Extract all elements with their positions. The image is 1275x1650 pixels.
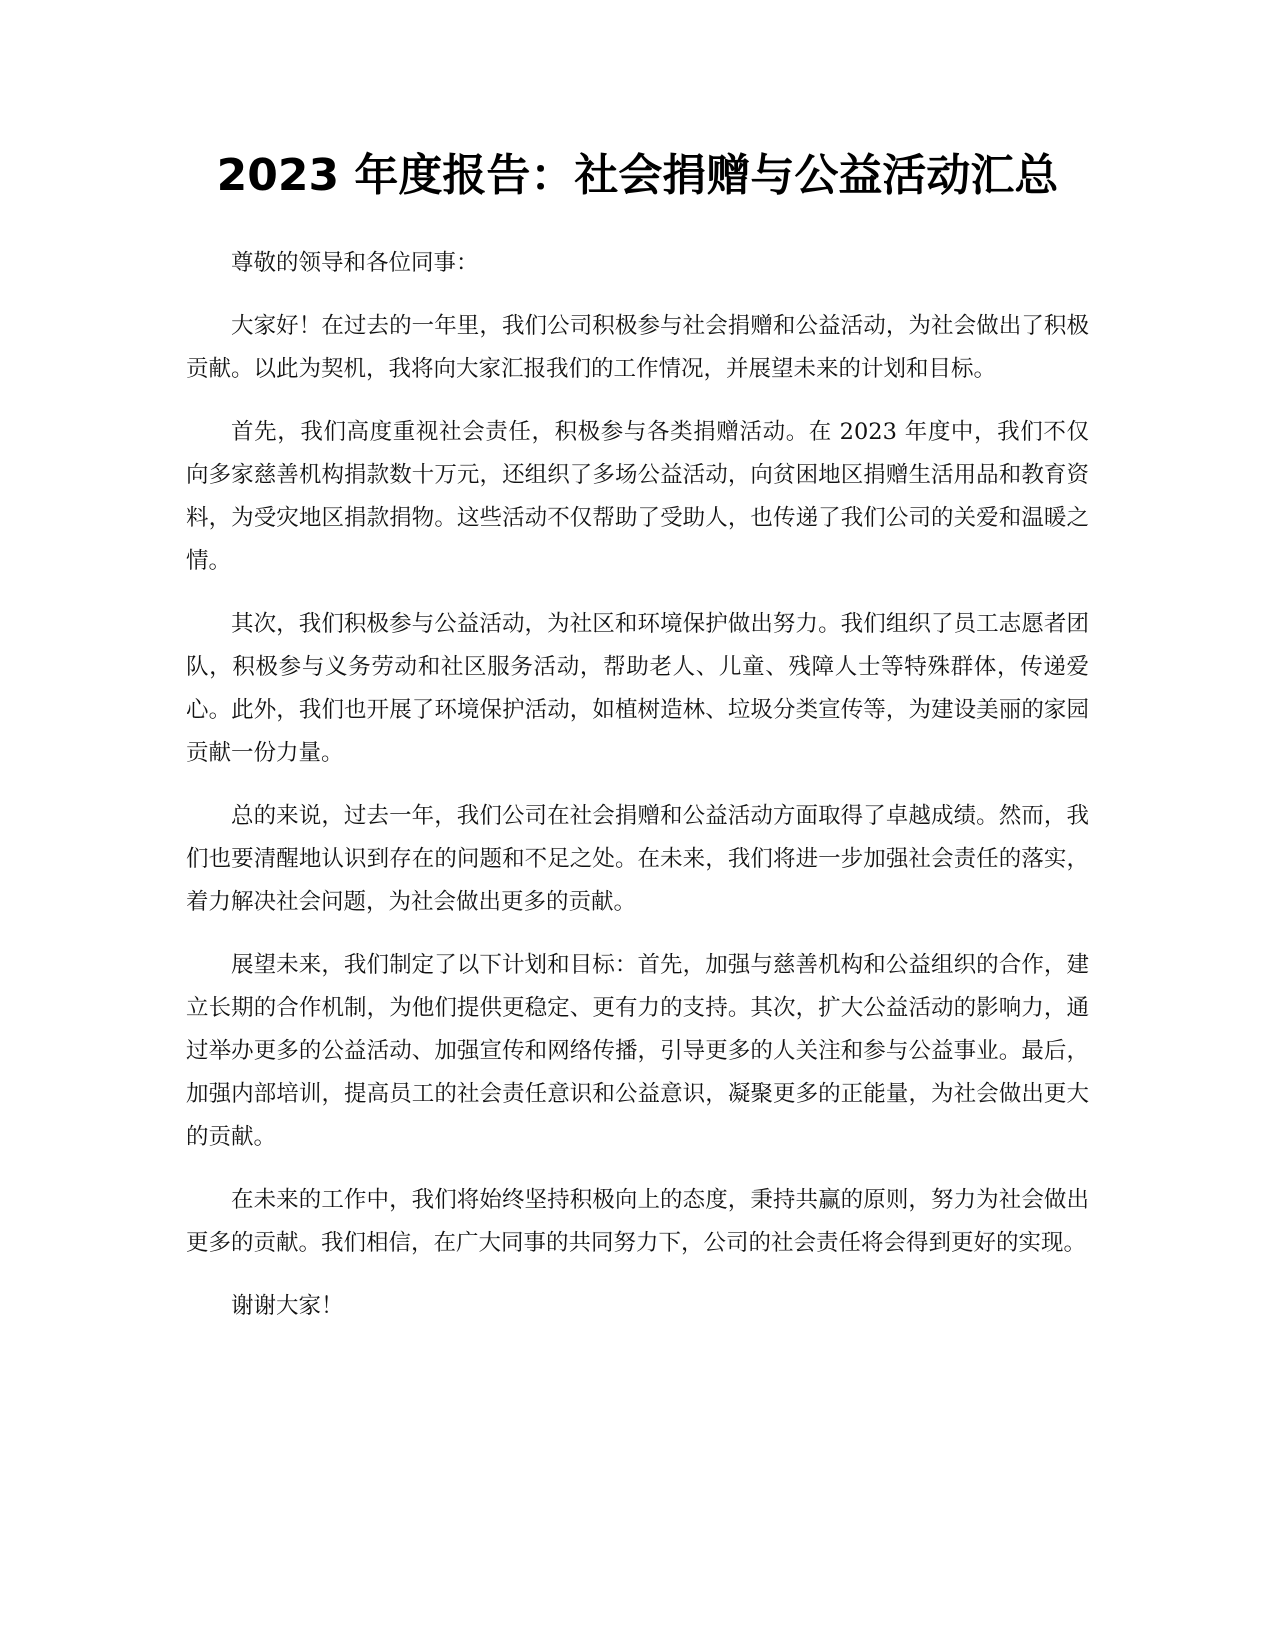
document-title: 2023 年度报告：社会捐赠与公益活动汇总 <box>216 150 1059 201</box>
document-body <box>186 242 1089 1348</box>
paragraph-summary: 总的来说，过去一年，我们公司在社会捐赠和公益活动方面取得了卓越成绩。然而，我们也要清醒地认识到存在的问题和不足之处。在未来，我们将进一步加强社会责任的落实，着力解决社会问题，为社会做出更多的贡献。 <box>186 803 1089 915</box>
paragraph-community: 其次，我们积极参与公益活动，为社区和环境保护做出努力。我们组织了员工志愿者团队，积极参与义务劳动和社区服务活动，帮助老人、儿童、残障人士等特殊群体，传递爱心。此外，我们也开展了环境保护活动，如植树造林、垃圾分类宣传等，为建设美丽的家园贡献一份力量。 <box>186 611 1089 766</box>
paragraph-future: 在未来的工作中，我们将始终坚持积极向上的态度，秉持共赢的原则，努力为社会做出更多的贡献。我们相信，在广大同事的共同努力下，公司的社会责任将会得到更好的实现。 <box>186 1187 1089 1256</box>
closing: 谢谢大家！ <box>231 1293 344 1319</box>
paragraph-donations: 首先，我们高度重视社会责任，积极参与各类捐赠活动。在 2023 年度中，我们不仅向多家慈善机构捐款数十万元，还组织了多场公益活动，向贫困地区捐赠生活用品和教育资料，为受灾地区捐款捐物。这些活动不仅帮助了受助人，也传递了我们公司的关爱和温暖之情。 <box>186 419 1089 574</box>
paragraph-plans: 展望未来，我们制定了以下计划和目标：首先，加强与慈善机构和公益组织的合作，建立长期的合作机制，为他们提供更稳定、更有力的支持。其次，扩大公益活动的影响力，通过举办更多的公益活动、加强宣传和网络传播，引导更多的人关注和参与公益事业。最后，加强内部培训，提高员工的社会责任意识和公益意识，凝聚更多的正能量，为社会做出更大的贡献。 <box>186 952 1089 1150</box>
paragraph-greeting: 大家好！在过去的一年里，我们公司积极参与社会捐赠和公益活动，为社会做出了积极贡献。以此为契机，我将向大家汇报我们的工作情况，并展望未来的计划和目标。 <box>186 313 1089 382</box>
salutation: 尊敬的领导和各位同事： <box>231 250 479 276</box>
